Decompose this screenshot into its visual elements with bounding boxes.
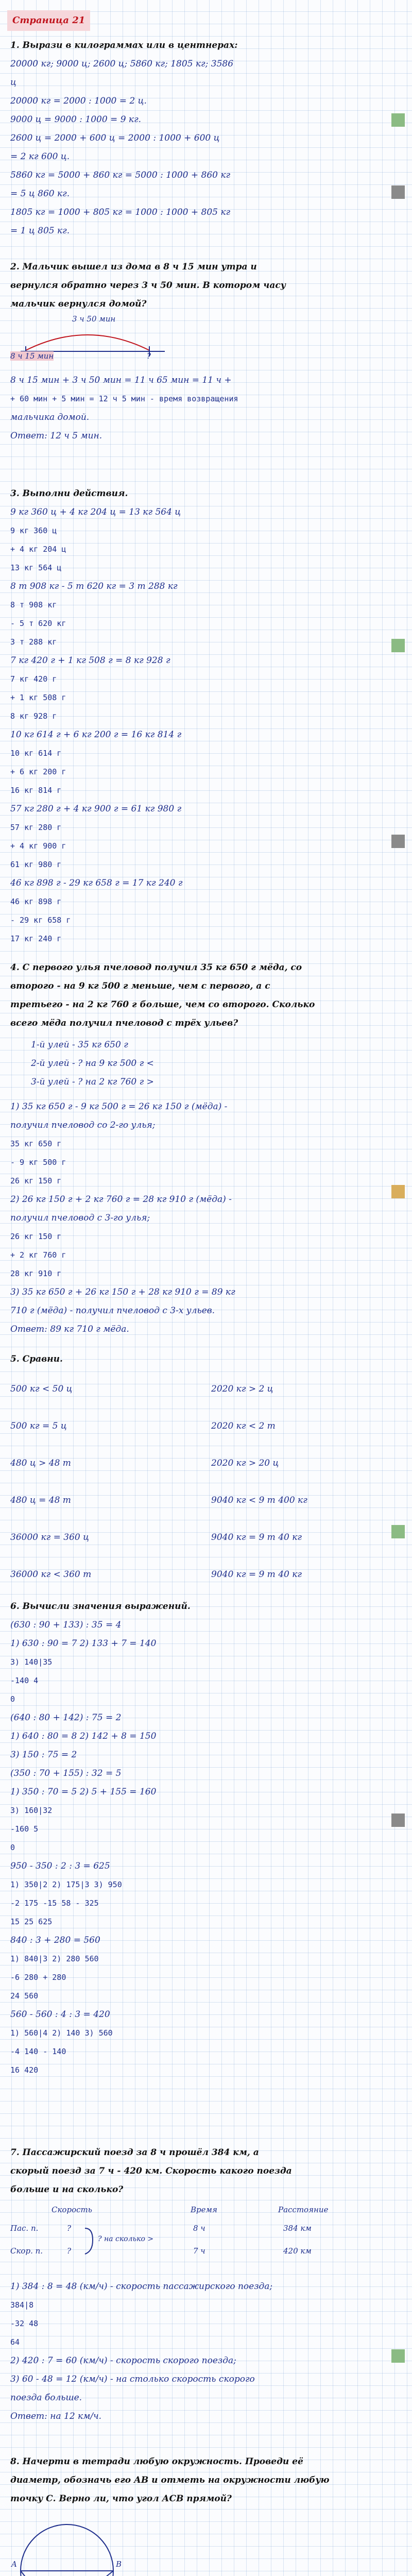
task-1-line: 1. Вырази в килограммах или в центнерах:: [10, 40, 238, 50]
task-1-line: = 2 кг 600 ц.: [10, 151, 70, 162]
task-2-question-line: вернулся обратно через 3 ч 50 мин. В котором часу: [10, 280, 286, 291]
task-4-solution-line: 1) 35 кг 650 г - 9 кг 500 г = 26 кг 150 г (мёда) -: [10, 1101, 228, 1112]
point-a-label: A: [11, 2560, 17, 2569]
row1-name: Пас. п.: [10, 2224, 39, 2233]
task-1-line: 1805 кг = 1000 + 805 кг = 1000 : 1000 + 805 кг: [10, 207, 231, 217]
circle-figure: [10, 2514, 124, 2576]
task-1: [10, 36, 402, 240]
row2-distance: 420 км: [283, 2246, 312, 2256]
task-7-question-line: скорый поезд за 7 ч - 420 км. Скорость какого поезда: [10, 2166, 292, 2176]
task-6-line: 950 - 350 : 2 : 3 = 625: [10, 1861, 110, 1871]
task-2-solution: [10, 371, 402, 445]
task-4-solution-line: 710 г (мёда) - получил пчеловод с 3-х ульев.: [10, 1306, 215, 1316]
task-8-question-line: 8. Начерти в тетради любую окружность. Проведи её: [10, 2456, 303, 2467]
task-4-solution-line: 2) 26 кг 150 г + 2 кг 760 г = 28 кг 910 г (мёда) -: [10, 1194, 232, 1205]
point-b-label: B: [116, 2560, 122, 2569]
compare-right-item: 2020 кг > 20 ц: [211, 1458, 279, 1468]
task-6-line: 0: [10, 1694, 15, 1704]
task-3-line: 57 кг 280 г + 4 кг 900 г = 61 кг 980 г: [10, 804, 182, 814]
row2-name: Скор. п.: [10, 2246, 43, 2256]
task-3-line: + 1 кг 508 г: [10, 693, 66, 702]
task-3-line: 46 кг 898 г: [10, 897, 62, 906]
task-3-line: 17 кг 240 г: [10, 934, 62, 943]
compare-right-item: 9040 кг < 9 т 400 кг: [211, 1495, 307, 1505]
task-6-line: 1) 630 : 90 = 7 2) 133 + 7 = 140: [10, 1638, 157, 1649]
task-4-question-line: 4. С первого улья пчеловод получил 35 кг 650 г мёда, со: [10, 962, 302, 973]
compare-left-item: 500 кг = 5 ц: [10, 1421, 67, 1431]
task-4-solution-line: 35 кг 650 г: [10, 1139, 62, 1148]
task-2-solution-line: + 60 мин + 5 мин = 12 ч 5 мин - время возвращения: [10, 394, 238, 403]
task-4-diagram-line: 1-й улей - 35 кг 650 г: [31, 1040, 128, 1050]
task-6-line: 560 - 560 : 4 : 3 = 420: [10, 2009, 110, 2020]
row1-distance: 384 км: [283, 2224, 312, 2233]
task-7-solution-line: 64: [10, 2337, 20, 2347]
task-3-heading: 3. Выполни действия.: [10, 488, 128, 499]
task-3-line: + 4 кг 204 ц: [10, 545, 66, 554]
task-4-solution-line: 28 кг 910 г: [10, 1269, 62, 1278]
table-head-time: Время: [191, 2205, 217, 2214]
task-6-line: 3) 140|35: [10, 1657, 53, 1667]
task-3-line: 8 т 908 кг: [10, 600, 57, 609]
task-3-line: 10 кг 614 г: [10, 749, 62, 758]
start-label: 8 ч 15 мин: [10, 351, 54, 361]
row1-time: 8 ч: [193, 2224, 205, 2233]
gray-marker-3: [391, 1814, 405, 1827]
compare-left-item: 36000 кг < 360 т: [10, 1569, 92, 1580]
task-3-line: 8 кг 928 г: [10, 711, 57, 721]
task-3-line: 57 кг 280 г: [10, 823, 62, 832]
task-7-solution-line: -32 48: [10, 2319, 39, 2328]
task-6-line: 840 : 3 + 280 = 560: [10, 1935, 100, 1945]
task-4-solution: [10, 1097, 402, 1338]
task-6-line: 24 560: [10, 1991, 39, 2001]
gray-marker-1: [391, 185, 405, 199]
compare-note: ? на сколько >: [98, 2235, 154, 2243]
task-1-line: 5860 кг = 5000 + 860 кг = 5000 : 1000 + 860 кг: [10, 170, 231, 180]
task-7-solution: [10, 2277, 402, 2426]
task-3-line: - 5 т 620 кг: [10, 619, 66, 628]
task-7-solution-line: 1) 384 : 8 = 48 (км/ч) - скорость пассажирского поезда;: [10, 2281, 273, 2292]
green-marker-3: [391, 1525, 405, 1538]
circle-diagram: [10, 2514, 124, 2576]
task-3-line: 9 кг 360 ц + 4 кг 204 ц = 13 кг 564 ц: [10, 507, 181, 517]
task-6-line: 1) 640 : 80 = 8 2) 142 + 8 = 150: [10, 1731, 157, 1741]
task-4-answer: Ответ: 89 кг 710 г мёда.: [10, 1324, 129, 1334]
time-diagram: [10, 314, 216, 361]
task-1-line: ц: [10, 77, 16, 88]
green-marker-2: [391, 639, 405, 652]
task-3-line: 3 т 288 кг: [10, 637, 57, 647]
task-3-line: 7 кг 420 г + 1 кг 508 г = 8 кг 928 г: [10, 655, 170, 666]
task-6-line: 15 25 625: [10, 1917, 53, 1926]
task-7-solution-line: 2) 420 : 7 = 60 (км/ч) - скорость скорого поезда;: [10, 2355, 236, 2366]
task-2-solution-line: 8 ч 15 мин + 3 ч 50 мин = 11 ч 65 мин = 11 ч +: [10, 375, 232, 385]
task-4-diagram-line: 3-й улей - ? на 2 кг 760 г >: [31, 1077, 154, 1087]
task-6-line: 3) 150 : 75 = 2: [10, 1750, 77, 1760]
task-6-line: -140 4: [10, 1676, 39, 1685]
duration-label: 3 ч 50 мин: [72, 314, 116, 324]
task-6-line: 1) 560|4 2) 140 3) 560: [10, 2028, 113, 2038]
row1-speed: ?: [67, 2224, 72, 2233]
task-3-line: 7 кг 420 г: [10, 674, 57, 684]
compare-left-item: 500 кг < 50 ц: [10, 1384, 73, 1394]
task-3-line: 46 кг 898 г - 29 кг 658 г = 17 кг 240 г: [10, 878, 183, 888]
task-7: [10, 2143, 402, 2199]
compare-right-item: 2020 кг > 2 ц: [211, 1384, 273, 1394]
task-3-line: - 29 кг 658 г: [10, 916, 71, 925]
compare-left-item: 480 ц = 48 т: [10, 1495, 71, 1505]
task-4-solution-line: + 2 кг 760 г: [10, 1250, 66, 1260]
task-6-line: 3) 160|32: [10, 1806, 53, 1815]
task-6-line: (350 : 70 + 155) : 32 = 5: [10, 1768, 122, 1778]
task-1-line: 20000 кг = 2000 : 1000 = 2 ц.: [10, 96, 147, 106]
task-2: [10, 258, 402, 313]
task-4-diagram-line: 2-й улей - ? на 9 кг 500 г <: [31, 1058, 154, 1069]
task-2-question-line: 2. Мальчик вышел из дома в 8 ч 15 мин утра и: [10, 262, 257, 272]
task-4-solution-line: - 9 кг 500 г: [10, 1158, 66, 1167]
task-1-line: = 1 ц 805 кг.: [10, 226, 70, 236]
task-6-line: -4 140 - 140: [10, 2047, 66, 2056]
task-4: [10, 958, 402, 1032]
task-6-line: 16 420: [10, 2065, 39, 2075]
table-head-distance: Расстояние: [278, 2205, 329, 2214]
task-6-line: (640 : 80 + 142) : 75 = 2: [10, 1713, 122, 1723]
task-4-solution-line: 26 кг 150 г: [10, 1232, 62, 1241]
task-3-line: 10 кг 614 г + 6 кг 200 г = 16 кг 814 г: [10, 730, 182, 740]
task-4-question-line: второго - на 9 кг 500 г меньше, чем с первого, а с: [10, 981, 270, 991]
table-head-speed: Скорость: [52, 2205, 92, 2214]
task-3-line: 16 кг 814 г: [10, 786, 62, 795]
task-7-answer: Ответ: на 12 км/ч.: [10, 2411, 101, 2421]
task-3: [10, 484, 402, 948]
chord-bc: [57, 2571, 113, 2576]
green-marker-1: [391, 113, 405, 127]
task-5-right-column: [211, 1370, 397, 1593]
task-6-line: (630 : 90 + 133) : 35 = 4: [10, 1620, 122, 1630]
task-7-solution-line: 384|8: [10, 2300, 34, 2310]
task-3-line: 8 т 908 кг - 5 т 620 кг = 3 т 288 кг: [10, 581, 178, 591]
task-8-question-line: точку С. Верно ли, что угол АСВ прямой?: [10, 2494, 232, 2504]
task-8: [10, 2452, 402, 2508]
task-7-question-line: 7. Пассажирский поезд за 8 ч прошёл 384 км, а: [10, 2147, 259, 2158]
task-6: [10, 1597, 402, 2079]
task-2-solution-line: мальчика домой.: [10, 412, 90, 422]
compare-right-item: 9040 кг = 9 т 40 кг: [211, 1532, 302, 1543]
task-4-question-line: всего мёда получил пчеловод с трёх ульев?: [10, 1018, 238, 1028]
task-1-line: 20000 кг; 9000 ц; 2600 ц; 5860 кг; 1805 кг; 3586: [10, 59, 234, 69]
task-4-question-line: третьего - на 2 кг 760 г больше, чем со второго. Сколько: [10, 999, 315, 1010]
task-6-line: -6 280 + 280: [10, 1973, 66, 1982]
compare-left-item: 480 ц > 48 т: [10, 1458, 71, 1468]
compare-left-item: 36000 кг = 360 ц: [10, 1532, 89, 1543]
task-4-diagram: [31, 1036, 288, 1091]
task-4-solution-line: 26 кг 150 г: [10, 1176, 62, 1185]
task-4-solution-line: получил пчеловод со 2-го улья;: [10, 1120, 156, 1130]
task-6-line: 1) 350|2 2) 175|3 3) 950: [10, 1880, 122, 1889]
gray-marker-2: [391, 835, 405, 848]
task-3-line: + 6 кг 200 г: [10, 767, 66, 776]
task-7-solution-line: 3) 60 - 48 = 12 (км/ч) - на столько скорость скорого: [10, 2374, 255, 2384]
task-5-heading: [10, 1350, 402, 1368]
time-arc: [26, 335, 149, 350]
task-3-line: 13 кг 564 ц: [10, 563, 62, 572]
question-label: ?: [147, 351, 151, 361]
row2-speed: ?: [67, 2246, 72, 2256]
row2-time: 7 ч: [193, 2246, 205, 2256]
green-marker-4: [391, 2349, 405, 2363]
task-1-line: = 5 ц 860 кг.: [10, 189, 70, 199]
task-6-line: 1) 840|3 2) 280 560: [10, 1954, 99, 1963]
task-5-left-column: [10, 1370, 196, 1593]
task-7-question-line: больше и на сколько?: [10, 2184, 124, 2195]
task-7-solution-line: поезда больше.: [10, 2393, 82, 2403]
task-4-solution-line: 3) 35 кг 650 г + 26 кг 150 г + 28 кг 910 г = 89 кг: [10, 1287, 235, 1297]
task-6-line: -2 175 -15 58 - 325: [10, 1899, 99, 1908]
chord-ac: [21, 2571, 57, 2576]
task-4-solution-line: получил пчеловод с 3-го улья;: [10, 1213, 150, 1223]
task-3-line: 61 кг 980 г: [10, 860, 62, 869]
task-3-line: + 4 кг 900 г: [10, 841, 66, 851]
task-1-line: 9000 ц = 9000 : 1000 = 9 кг.: [10, 114, 142, 125]
task-6-line: 1) 350 : 70 = 5 2) 5 + 155 = 160: [10, 1787, 157, 1797]
compare-right-item: 9040 кг = 9 т 40 кг: [211, 1569, 302, 1580]
brace-icon: [82, 2226, 103, 2257]
circle-shape: [21, 2524, 113, 2576]
task-3-line: 9 кг 360 ц: [10, 526, 57, 535]
compare-right-item: 2020 кг < 2 т: [211, 1421, 276, 1431]
page-title: Страница 21: [7, 10, 90, 31]
task-5-heading-text: 5. Сравни.: [10, 1354, 63, 1364]
task-6-line: 0: [10, 1843, 15, 1852]
task-2-answer: Ответ: 12 ч 5 мин.: [10, 431, 102, 441]
task-2-question-line: мальчик вернулся домой?: [10, 299, 147, 309]
task-6-line: -160 5: [10, 1824, 39, 1834]
task-6-heading: 6. Вычисли значения выражений.: [10, 1601, 191, 1612]
task-1-line: 2600 ц = 2000 + 600 ц = 2000 : 1000 + 600 ц: [10, 133, 220, 143]
task-7-table: [10, 2205, 402, 2267]
yellow-marker-1: [391, 1185, 405, 1198]
task-8-question-line: диаметр, обозначь его АВ и отметь на окружности любую: [10, 2475, 330, 2485]
